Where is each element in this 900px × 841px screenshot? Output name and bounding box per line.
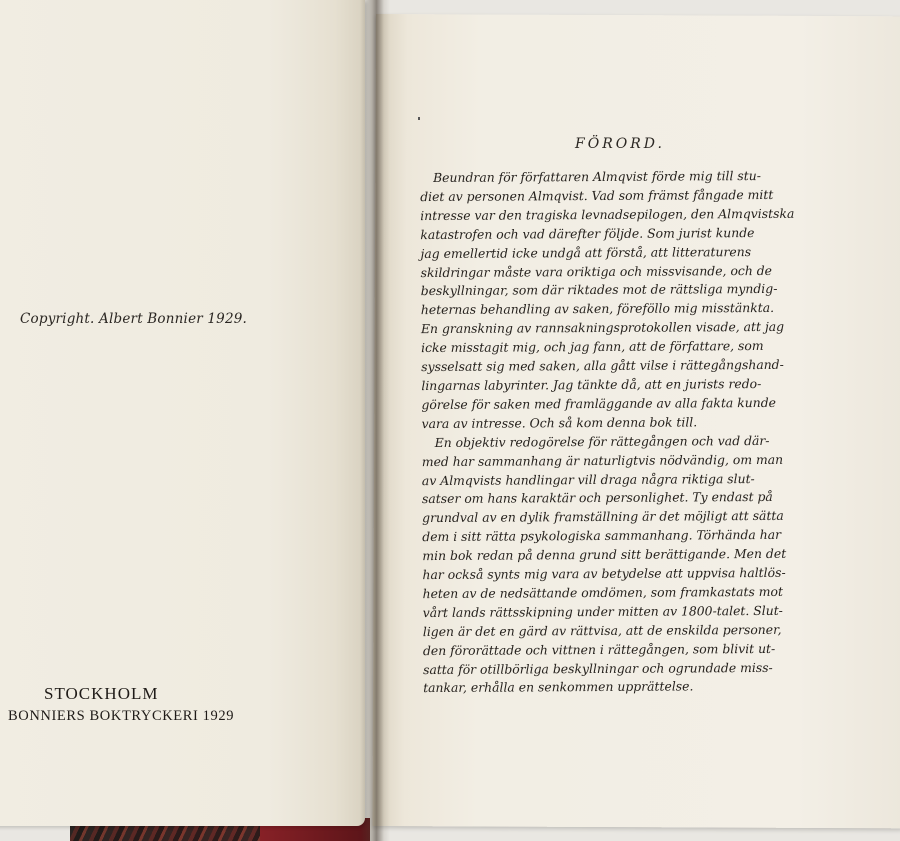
preface-line: beskyllningar, som där riktades mot de rättsliga myndig- [420,281,778,299]
preface-line: grundval av en dylik framställning är det möjligt att sätta [422,508,784,526]
preface-title: FÖRORD. [575,136,665,152]
page-mark [418,117,420,120]
preface-line: har också synts mig vara av betydelse att uppvisa haltlös- [422,564,786,583]
preface-line: med har sammanhang är naturligtvis nödvändig, om man [421,451,784,469]
preface-line: heternas behandling av saken, föreföllo mig misstänkta. [420,300,775,318]
preface-line: dem i sitt rätta psykologiska sammanhang. Törhända har [422,527,782,545]
preface-line: satta för otillbörliga beskyllningar och ogrundade miss- [423,659,773,677]
preface-line: katastrofen och vad därefter följde. Som jurist kunde [420,224,755,242]
preface-line: min bok redan på denna grund sitt berättigande. Men det [422,545,787,564]
preface-line: den förorättade och vittnen i rättegången, som blivit ut- [422,640,776,658]
marbled-edge [70,824,260,841]
preface-line: vara av intresse. Och så kom denna bok till. [421,414,698,431]
preface-line: görelse för saken med framläggande av alla fakta kunde [421,394,777,412]
preface-line: skildringar måste vara oriktiga och missvisande, och de [420,262,773,280]
preface-line: En objektiv redogörelse för rättegången och vad där- [434,432,770,450]
preface-line: Beundran för författaren Almqvist förde mig till stu- [433,167,761,185]
preface-line: av Almqvists handlingar vill draga några riktiga slut- [421,470,755,488]
preface-line: satser om hans karaktär och personlighet. Ty endast på [421,489,773,507]
preface-line: lingarnas labyrinter. Jag tänkte då, att en jurists redo- [421,375,762,394]
preface-line: ligen är det en gärd av rättvisa, att de enskilda personer, [422,621,782,639]
imprint-city: STOCKHOLM [44,684,159,703]
preface-line: jag emellertid icke undgå att förstå, att litteraturens [420,243,752,261]
preface-line: vårt lands rättsskipning under mitten av 1800-talet. Slut- [422,602,783,620]
copyright-notice: Copyright. Albert Bonnier 1929. [20,311,248,327]
preface-line: diet av personen Almqvist. Vad som främst fångade mitt [420,186,774,204]
preface-line: En granskning av rannsakningsprotokollen visade, att jag [420,319,785,337]
preface-line: intresse var den tragiska levnadsepilogen, den Almqvistska [420,205,795,223]
preface-line: tankar, erhålla en senkommen upprättelse. [423,678,694,696]
preface-text [420,167,797,699]
preface-line: sysselsatt sig med saken, alla gått vilse i rättegångshand- [421,356,784,375]
book-spine-shadow [360,0,390,841]
preface-line: heten av de nedsättande omdömen, som framkastats mot [422,583,784,602]
preface-line: icke misstagit mig, och jag fann, att de författare, som [421,338,764,356]
imprint-printer: BONNIERS BOKTRYCKERI 1929 [8,708,235,724]
